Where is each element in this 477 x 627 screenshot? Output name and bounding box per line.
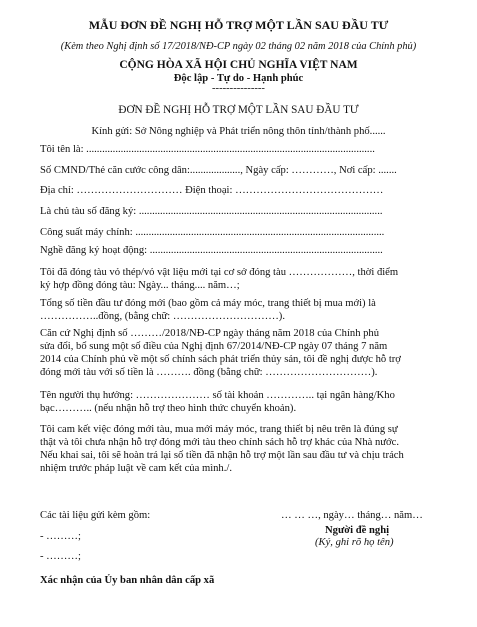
- basis-line-3: 2014 của Chính phủ về một số chính sách phát triển thủy sản, tôi đề nghị được hỗ trợ: [40, 354, 401, 365]
- motto-rule: ---------------: [212, 83, 265, 94]
- beneficiary-line-1: Tên người thụ hưởng: ………………… số tài khoản ………….. tại ngân hàng/Kho: [40, 390, 395, 401]
- built-line-2: ký hợp đồng đóng tàu: Ngày... tháng.... năm…;: [40, 280, 240, 291]
- recipient-line: Kính gửi: Sở Nông nghiệp và Phát triển nông thôn tỉnh/thành phố......: [91, 126, 386, 137]
- total-line-2: ……………..đồng, (bằng chữ: …………………………).: [40, 311, 285, 322]
- total-line-1: Tổng số tiền đầu tư đóng mới (bao gồm cả máy móc, trang thiết bị mua mới) là: [40, 298, 376, 309]
- power-field: Công suất máy chính: ..............................................................................................: [40, 227, 385, 238]
- basis-line-2: sửa đổi, bổ sung một số điều của Nghị định 67/2014/NĐ-CP ngày 07 tháng 7 năm: [40, 341, 388, 352]
- date-line: … … …, ngày… tháng… năm…: [281, 510, 423, 521]
- attachments-label: Các tài liệu gửi kèm gồm:: [40, 510, 151, 521]
- attachment-item: - ………;: [40, 551, 81, 562]
- nation-name: CỘNG HÒA XÃ HỘI CHỦ NGHĨA VIỆT NAM: [119, 59, 358, 71]
- applicant-label: Người đề nghị: [325, 525, 390, 536]
- form-heading: ĐƠN ĐỀ NGHỊ HỖ TRỢ MỘT LẦN SAU ĐẦU TƯ: [118, 104, 359, 116]
- pledge-line-4: nhiệm trước pháp luật về cam kết của mình./.: [40, 463, 232, 474]
- pledge-line-3: Nếu khai sai, tôi sẽ hoàn trả lại số tiền đã nhận hỗ trợ một lần sau đầu tư và chịu trách: [40, 450, 404, 461]
- address-field: Địa chỉ: ………………………… Điện thoại: ……………………………………: [40, 185, 384, 196]
- nation-motto: Độc lập - Tự do - Hạnh phúc: [173, 73, 304, 84]
- pledge-line-1: Tôi cam kết việc đóng mới tàu, mua mới máy móc, trang thiết bị nêu trên là đúng sự: [40, 424, 398, 435]
- form-title: MẪU ĐƠN ĐỀ NGHỊ HỖ TRỢ MỘT LẦN SAU ĐẦU TƯ: [88, 18, 389, 32]
- built-line-1: Tôi đã đóng tàu vỏ thép/vỏ vật liệu mới tại cơ sở đóng tàu ………………, thời điểm: [40, 267, 399, 278]
- pledge-line-2: thật và tôi chưa nhận hỗ trợ đóng mới tàu theo chính sách hỗ trợ khác của Nhà nước.: [40, 437, 399, 448]
- basis-line-1: Căn cứ Nghị định số ………/2018/NĐ-CP ngày tháng năm 2018 của Chính phủ: [40, 328, 380, 339]
- attachment-item: - ………;: [40, 531, 81, 542]
- name-field: Tôi tên là: .............................................................................................................: [40, 144, 375, 155]
- id-field: Số CMND/Thẻ căn cước công dân:..................., Ngày cấp: …………, Nơi cấp: .......: [40, 165, 397, 176]
- beneficiary-line-2: bạc……….. (nếu nhận hỗ trợ theo hình thức chuyển khoản).: [40, 403, 297, 414]
- form-subtitle: (Kèm theo Nghị định số 17/2018/NĐ-CP ngày 02 tháng 02 năm 2018 của Chính phủ): [60, 41, 417, 52]
- owner-field: Là chủ tàu số đăng ký: ............................................................................................: [40, 206, 383, 217]
- commune-confirmation: Xác nhận của Ủy ban nhân dân cấp xã: [40, 575, 215, 586]
- signature-note: (Ký, ghi rõ họ tên): [315, 537, 394, 548]
- trade-field: Nghề đăng ký hoạt động: ........................................................................................: [40, 245, 383, 256]
- basis-line-4: đóng mới tàu với số tiền là ………. đồng (bằng chữ: …………………………).: [40, 367, 378, 378]
